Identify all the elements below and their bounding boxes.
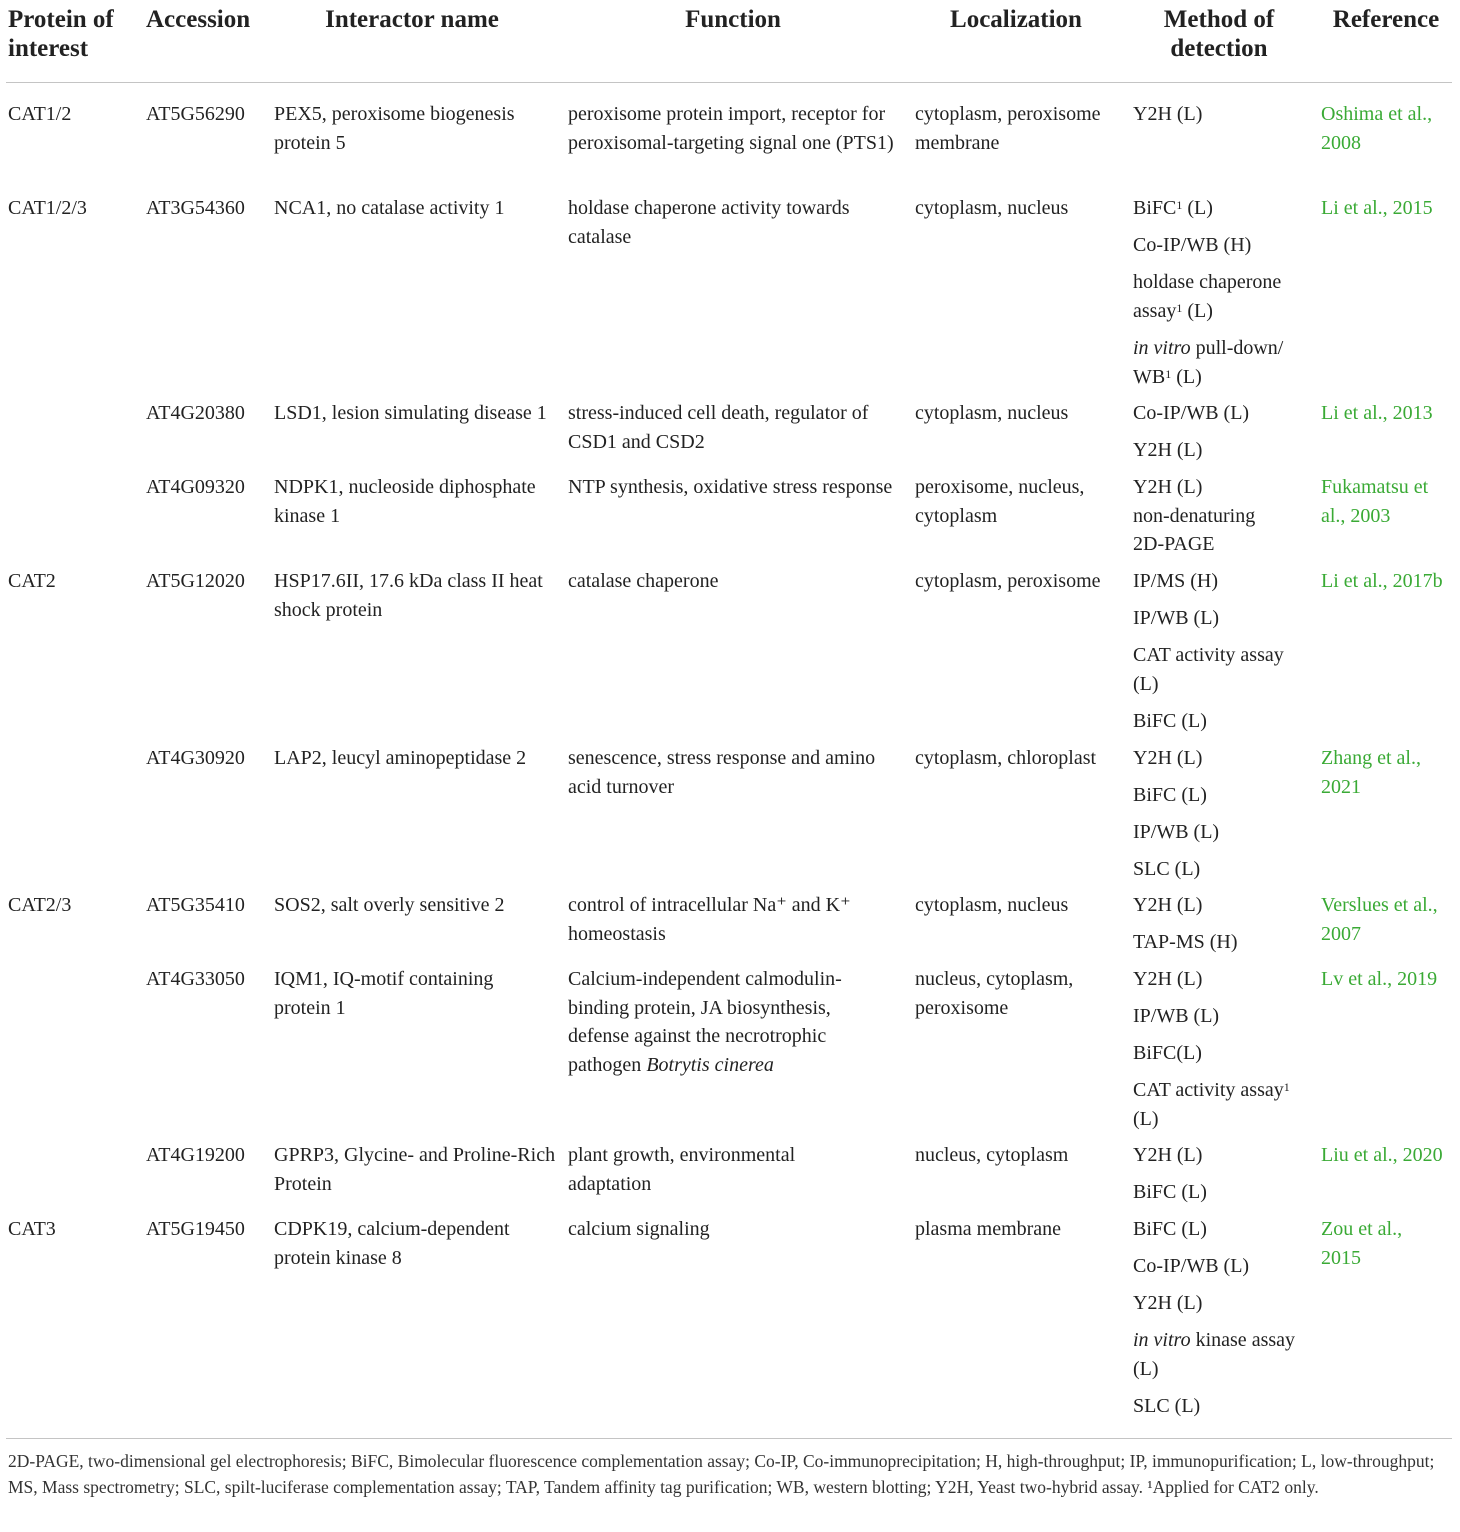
method-cell	[1133, 194, 1308, 400]
method-item: Y2H (L)	[1133, 439, 1203, 461]
method-item: Y2H (L)	[1133, 476, 1203, 498]
protein-cell: CAT3	[8, 1218, 56, 1240]
method-item: BiFC (L)	[1133, 710, 1207, 732]
header-method: Method of detection	[1163, 6, 1275, 62]
header-reference: Reference	[1332, 6, 1440, 33]
accession-cell: AT3G54360	[146, 197, 245, 219]
interactor-cell: SOS2, salt overly sensitive 2	[274, 894, 505, 916]
reference-link[interactable]: Verslues et al., 2007	[1321, 894, 1438, 945]
reference-link[interactable]: Liu et al., 2020	[1321, 1144, 1443, 1166]
method-item: Y2H (L)	[1133, 894, 1203, 916]
reference-link[interactable]: Li et al., 2015	[1321, 197, 1433, 219]
protein-cell: CAT1/2/3	[8, 197, 87, 219]
method-item: IP/MS (H)	[1133, 570, 1219, 592]
method-item: Y2H (L)	[1133, 747, 1203, 769]
function-cell: holdase chaperone activity towards catalase	[568, 197, 850, 248]
accession-cell: AT4G19200	[146, 1144, 245, 1166]
accession-cell: AT5G56290	[146, 103, 245, 125]
method-cell	[1133, 1215, 1308, 1429]
protein-cell: CAT2/3	[8, 894, 72, 916]
accession-cell: AT5G35410	[146, 894, 245, 916]
method-cell	[1133, 744, 1308, 892]
method-item: SLC (L)	[1133, 1395, 1201, 1417]
reference-link[interactable]: Fukamatsu et al., 2003	[1321, 476, 1429, 527]
method-item: Co-IP/WB (H)	[1133, 234, 1252, 256]
localization-cell: cytoplasm, peroxisome membrane	[915, 103, 1101, 154]
method-cell	[1133, 100, 1308, 137]
method-item: Y2H (L)	[1133, 103, 1203, 125]
reference-link[interactable]: Li et al., 2017b	[1321, 570, 1443, 592]
localization-cell: peroxisome, nucleus, cytoplasm	[915, 476, 1085, 527]
method-item: CAT activity assay$^1$ (L)	[1133, 1079, 1290, 1130]
method-item: TAP-MS (H)	[1133, 931, 1238, 953]
function-cell: calcium signaling	[568, 1218, 710, 1240]
method-item: BiFC$^1$ (L)	[1133, 197, 1213, 219]
method-item: Y2H (L)	[1133, 1144, 1203, 1166]
function-cell: catalase chaperone	[568, 570, 719, 592]
interactor-cell: LSD1, lesion simulating disease 1	[274, 402, 547, 424]
header-interactor: Interactor name	[325, 6, 499, 33]
header-rule	[6, 82, 1452, 83]
interactor-cell: LAP2, leucyl aminopeptidase 2	[274, 747, 527, 769]
interactor-cell: GPRP3, Glycine- and Proline-Rich Protein	[274, 1144, 556, 1195]
header-function: Function	[685, 6, 781, 33]
method-item: SLC (L)	[1133, 858, 1201, 880]
localization-cell: cytoplasm, nucleus	[915, 894, 1069, 916]
method-item: BiFC(L)	[1133, 1042, 1202, 1064]
method-item: IP/WB (L)	[1133, 1005, 1220, 1027]
reference-link[interactable]: Zou et al., 2015	[1321, 1218, 1403, 1269]
method-item: in vitro pull-down/ $WB^1$ (L)	[1133, 337, 1284, 388]
accession-cell: AT5G12020	[146, 570, 245, 592]
method-cell	[1133, 891, 1308, 965]
accession-cell: AT5G19450	[146, 1218, 245, 1240]
reference-link[interactable]: Oshima et al., 2008	[1321, 103, 1433, 154]
function-cell: control of intracellular Na⁺ and K⁺ homeostasis	[568, 894, 851, 945]
function-cell: Calcium-independent calmodulin-binding protein, JA biosynthesis, defense against the necrotrophic pathogen Botrytis cinerea	[568, 968, 842, 1076]
reference-link[interactable]: Li et al., 2013	[1321, 402, 1433, 424]
header-protein: Protein of interest	[8, 6, 114, 62]
accession-cell: AT4G20380	[146, 402, 245, 424]
method-item: IP/WB (L)	[1133, 821, 1220, 843]
function-cell: NTP synthesis, oxidative stress response	[568, 476, 893, 498]
localization-cell: cytoplasm, nucleus	[915, 402, 1069, 424]
accession-cell: AT4G33050	[146, 968, 245, 990]
method-item: CAT activity assay (L)	[1133, 644, 1284, 695]
method-item: BiFC (L)	[1133, 1218, 1207, 1240]
interactor-cell: PEX5, peroxisome biogenesis protein 5	[274, 103, 515, 154]
method-item: in vitro kinase assay (L)	[1133, 1329, 1296, 1380]
interactor-cell: CDPK19, calcium-dependent protein kinase 8	[274, 1218, 510, 1269]
localization-cell: nucleus, cytoplasm	[915, 1144, 1069, 1166]
method-item: Co-IP/WB (L)	[1133, 1255, 1250, 1277]
localization-cell: cytoplasm, peroxisome	[915, 570, 1101, 592]
method-item: Y2H (L)	[1133, 968, 1203, 990]
method-cell	[1133, 473, 1308, 559]
header-localization: Localization	[950, 6, 1082, 33]
protein-cell: CAT1/2	[8, 103, 72, 125]
footer-rule	[6, 1438, 1452, 1439]
method-cell	[1133, 399, 1308, 473]
interactor-cell: IQM1, IQ-motif containing protein 1	[274, 968, 494, 1019]
interactor-cell: NDPK1, nucleoside diphosphate kinase 1	[274, 476, 536, 527]
protein-cell: CAT2	[8, 570, 56, 592]
reference-link[interactable]: Lv et al., 2019	[1321, 968, 1438, 990]
method-cell	[1133, 965, 1308, 1142]
method-item: non-denaturing 2D-PAGE	[1133, 504, 1256, 555]
table-footnote: 2D-PAGE, two-dimensional gel electrophoresis; BiFC, Bimolecular fluorescence complementation assay; Co-IP, Co-immunoprecipitation; H, high-throughput; IP, immunopurification; L, low-throughput; MS, Mass spectrometry; SLC, spilt-luciferase complementation assay; TAP, Tandem affinity tag purification; WB, western blotting; Y2H, Yeast two-hybrid assay. ¹Applied for CAT2 only.	[8, 1451, 1435, 1497]
localization-cell: cytoplasm, nucleus	[915, 197, 1069, 219]
method-item: holdase chaperone assay$^1$ (L)	[1133, 271, 1282, 322]
header-accession: Accession	[146, 6, 251, 33]
method-item: IP/WB (L)	[1133, 607, 1220, 629]
method-item: Y2H (L)	[1133, 1292, 1203, 1314]
localization-cell: plasma membrane	[915, 1218, 1062, 1240]
accession-cell: AT4G30920	[146, 747, 245, 769]
method-item: Co-IP/WB (L)	[1133, 402, 1250, 424]
localization-cell: nucleus, cytoplasm, peroxisome	[915, 968, 1074, 1019]
method-item: BiFC (L)	[1133, 784, 1207, 806]
interactor-cell: NCA1, no catalase activity 1	[274, 197, 505, 219]
method-cell	[1133, 1141, 1308, 1215]
function-cell: peroxisome protein import, receptor for peroxisomal-targeting signal one (PTS1)	[568, 103, 894, 154]
interactor-cell: HSP17.6II, 17.6 kDa class II heat shock protein	[274, 570, 543, 621]
function-cell: stress-induced cell death, regulator of CSD1 and CSD2	[568, 402, 869, 453]
function-cell: plant growth, environmental adaptation	[568, 1144, 796, 1195]
function-cell: senescence, stress response and amino acid turnover	[568, 747, 876, 798]
localization-cell: cytoplasm, chloroplast	[915, 747, 1097, 769]
reference-link[interactable]: Zhang et al., 2021	[1321, 747, 1421, 798]
method-item: BiFC (L)	[1133, 1181, 1207, 1203]
accession-cell: AT4G09320	[146, 476, 245, 498]
method-cell	[1133, 567, 1308, 744]
